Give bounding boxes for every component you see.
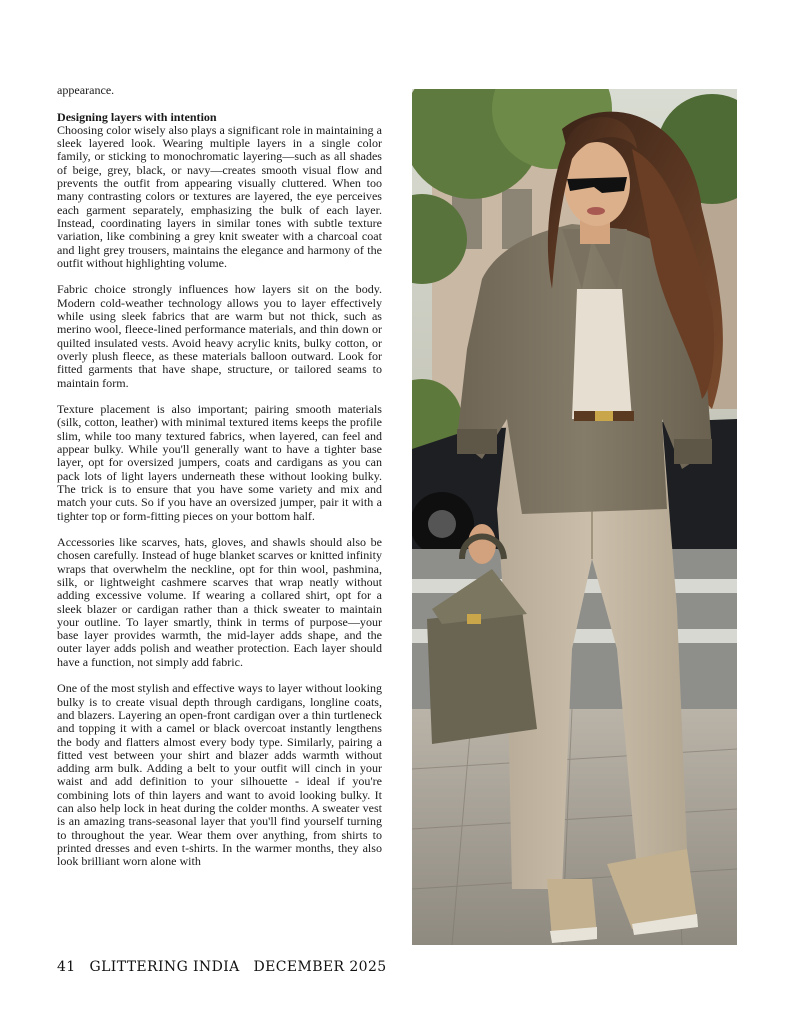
- section-heading: Designing layers with intention: [57, 109, 217, 124]
- page-number: 41: [57, 959, 76, 975]
- issue-date: DECEMBER 2025: [253, 959, 387, 975]
- lead-fragment: appearance.: [57, 84, 115, 97]
- paragraph: Choosing color wisely also plays a significant role in maintaining a sleek layered look. Wearing multiple layers in a single color family, or sticking to monochromatic layering—such as all shades of beige, grey, black, or navy—creates smooth visual flow and prevents the outfit from appearing visually cluttered. When too many contrasting colors or textures are layered, the eye perceives each garment separately, emphasizing the bulk of each layer. Instead, coordinating layers in similar tones with subtle texture variation, like combining a grey knit sweater with a charcoal coat and light grey trousers, maintains the elegance and harmony of the outfit without highlighting volume.: [57, 122, 382, 270]
- fashion-photo-illustration: [412, 89, 737, 945]
- publication-name: GLITTERING INDIA: [89, 959, 240, 975]
- page-footer: [57, 959, 557, 975]
- paragraph: Fabric choice strongly influences how layers sit on the body. Modern cold-weather technology allows you to layer effectively while using sleek fabrics that are warm but not thick, such as merino wool, fleece-lined performance materials, and thin down or quilted insulated vests. Avoid heavy acrylic knits, bulky cotton, or overly plush fleece, as these materials balloon outward. Look for fitted garments that have shape, structure, or tailored seams to maintain form.: [57, 282, 382, 390]
- fashion-photo: [412, 89, 737, 945]
- article-column: [57, 84, 382, 944]
- paragraph: Accessories like scarves, hats, gloves, and shawls should also be chosen carefully. Instead of huge blanket scarves or knitted infinity wraps that overwhelm the neckline, opt for thin wool, pashmina, silk, or lightweight cashmere scarves that wrap neatly without adding excessive volume. If wearing a collared shirt, opt for a sleek blazer or cardigan rather than a thick sweater to maintain your outline. To layer smartly, think in terms of purpose—your base layer provides warmth, the mid-layer adds shape, and the outer layer adds polish and weather protection. Each layer should have a function, not simply add fabric.: [57, 535, 382, 669]
- paragraph: One of the most stylish and effective ways to layer without looking bulky is to create visual depth through cardigans, longline coats, and blazers. Layering an open-front cardigan over a thin turtleneck and topping it with a camel or black overcoat instantly lengthens the body and flatters almost every body type. Similarly, pairing a fitted vest between your shirt and blazer adds warmth without adding arm bulk. Adding a belt to your outfit will cinch in your waist and add definition to your silhouette - ideal if you're combining lots of thin layers and want to avoid looking bulky. It can also help lock in heat during the colder months. A sweater vest is an amazing trans-seasonal layer that you'll find yourself turning to throughout the year. Wear them over anything, from shirts to printed dresses and even t-shirts. In the warmer months, they also look brilliant worn alone with: [57, 681, 382, 869]
- paragraph: Texture placement is also important; pairing smooth materials (silk, cotton, leather) with minimal textured items keeps the profile slim, while too many textured fabrics, when layered, can feel and appear bulky. While you'll generally want to have a tighter base layer, opt for oversized jumpers, coats and cardigans as you can pack lots of light layers underneath these without looking bulky. The trick is to ensure that you have some variety and mix and match your cuts. So if you have an oversized jumper, pair it with a tighter top or form-fitting pieces on your bottom half.: [57, 402, 382, 523]
